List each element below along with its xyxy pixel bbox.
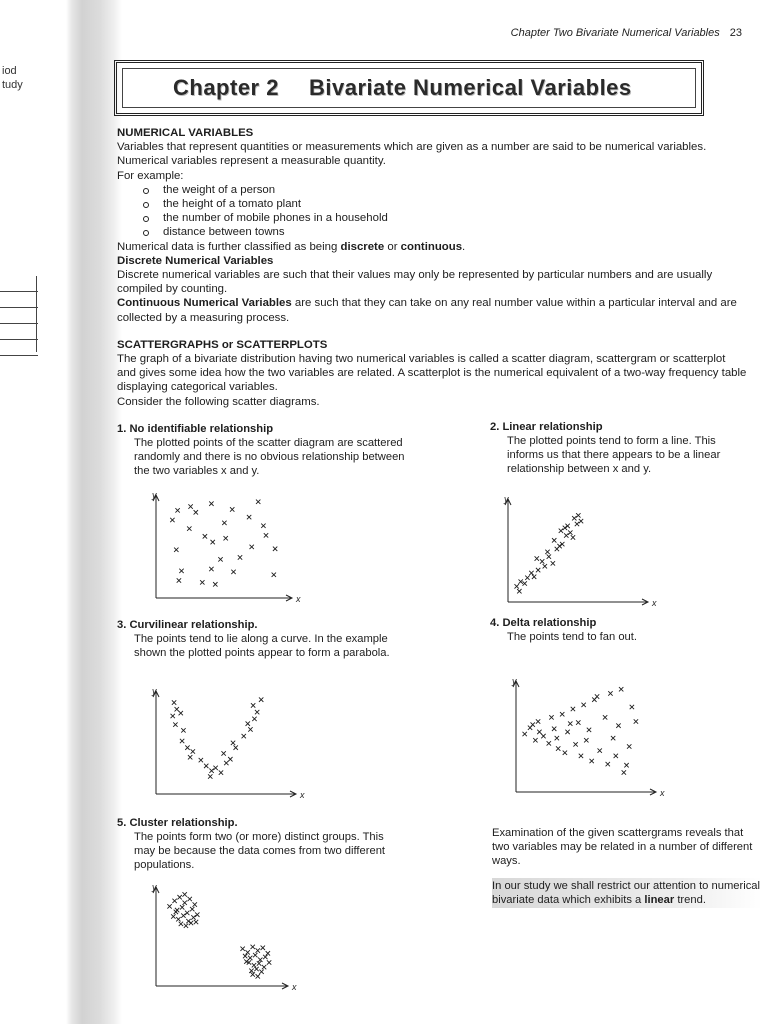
data-point <box>589 759 593 763</box>
section-heading-scatter: SCATTERGRAPHS or SCATTERPLOTS <box>117 338 328 351</box>
data-point <box>529 571 533 575</box>
y-axis-label: y <box>512 676 517 686</box>
data-point <box>228 757 232 761</box>
discrete-text: Discrete numerical variables are such that their values may only be represented by particular numbers and are usually compiled by counting. <box>117 269 713 296</box>
data-point <box>176 917 180 921</box>
data-point <box>185 911 189 915</box>
x-axis-label: x <box>300 790 305 800</box>
data-point <box>213 766 217 770</box>
data-point <box>584 738 588 742</box>
data-point <box>273 547 277 551</box>
data-point <box>248 727 252 731</box>
data-point <box>234 745 238 749</box>
data-point <box>263 955 267 959</box>
data-point <box>209 501 213 505</box>
data-point <box>256 500 260 504</box>
data-point <box>259 970 263 974</box>
data-point <box>191 749 195 753</box>
data-point <box>251 972 255 976</box>
data-point <box>224 536 228 540</box>
data-point <box>242 734 246 738</box>
data-point <box>261 946 265 950</box>
data-point <box>551 561 555 565</box>
data-point <box>525 576 529 580</box>
margin-note-line-1: iod <box>2 65 17 77</box>
item-title: 4. Delta relationship <box>490 617 597 629</box>
data-point <box>559 529 563 533</box>
data-point <box>177 578 181 582</box>
data-point <box>565 524 569 528</box>
data-point <box>179 569 183 573</box>
data-point <box>224 761 228 765</box>
data-point <box>563 526 567 530</box>
data-point <box>519 579 523 583</box>
scatter-intro: The graph of a bivariate distribution having two numerical variables is called a scatter diagram, scattergram or scatterplot and gives some idea how the two variables are related. A scatterplot is the numerical equivalent of a two-way frequency table displaying categorical variables. <box>117 353 747 394</box>
list-item: the weight of a person <box>117 183 747 197</box>
data-point <box>557 544 561 548</box>
scatter-plot-linear <box>500 494 656 612</box>
conclusion <box>492 826 762 908</box>
classified-sentence: Numerical data is further classified as being discrete or continuous. <box>117 240 466 253</box>
data-point <box>182 901 186 905</box>
item-title: 5. Cluster relationship. <box>117 817 238 829</box>
page-gutter-shadow <box>0 0 122 1024</box>
list-item: distance between towns <box>117 225 747 239</box>
data-point <box>531 722 535 726</box>
data-point <box>251 703 255 707</box>
data-point <box>246 721 250 725</box>
restrict-note: In our study we shall restrict our attention to numerical bivariate data which exhibits a linear trend. <box>492 880 761 906</box>
data-point <box>179 922 183 926</box>
chapter-title-box <box>114 60 704 116</box>
data-point <box>203 534 207 538</box>
y-axis-label: y <box>152 490 157 500</box>
y-axis-label: y <box>152 686 157 696</box>
data-point <box>255 710 259 714</box>
section-heading-numerical: NUMERICAL VARIABLES <box>117 127 254 139</box>
data-point <box>581 703 585 707</box>
data-point <box>622 770 626 774</box>
data-point <box>560 712 564 716</box>
data-point <box>267 960 271 964</box>
chapter-name: Bivariate Numerical Variables <box>308 75 632 100</box>
item-cluster <box>117 816 407 872</box>
data-point <box>249 969 253 973</box>
data-point <box>253 953 257 957</box>
item-curvilinear <box>117 618 397 660</box>
data-point <box>579 519 583 523</box>
data-point <box>175 508 179 512</box>
example-list <box>117 183 747 240</box>
data-point <box>616 723 620 727</box>
numerical-intro: Variables that represent quantities or measurements which are given as a number are said to be numerical variables. Numerical variables represent a measurable quantity. <box>117 141 707 168</box>
item-desc: The points form two (or more) distinct groups. This may be because the data comes from two different populations. <box>134 831 386 871</box>
data-point <box>563 751 567 755</box>
running-head-title: Chapter Two Bivariate Numerical Variables <box>510 27 720 39</box>
data-point <box>172 899 176 903</box>
data-point <box>204 764 208 768</box>
data-point <box>171 714 175 718</box>
item-title: 2. Linear relationship <box>490 421 603 433</box>
data-point <box>175 707 179 711</box>
data-point <box>251 945 255 949</box>
data-point <box>266 951 270 955</box>
data-point <box>535 556 539 560</box>
running-head <box>511 27 742 39</box>
data-point <box>258 958 262 962</box>
data-point <box>218 557 222 561</box>
data-point <box>194 510 198 514</box>
data-point <box>167 904 171 908</box>
data-point <box>186 919 190 923</box>
data-point <box>208 774 212 778</box>
item-linear <box>490 420 752 476</box>
item-title: 3. Curvilinear relationship. <box>117 619 258 631</box>
x-axis-label: x <box>292 982 297 992</box>
data-point <box>171 914 175 918</box>
x-axis-label: x <box>296 594 301 604</box>
data-point <box>555 736 559 740</box>
data-point <box>181 913 185 917</box>
data-point <box>231 741 235 745</box>
data-point <box>211 540 215 544</box>
margin-note <box>2 64 23 92</box>
data-point <box>188 897 192 901</box>
list-item: the height of a tomato plant <box>117 197 747 211</box>
data-point <box>209 769 213 773</box>
data-point <box>547 554 551 558</box>
data-point <box>188 504 192 508</box>
data-point <box>630 705 634 709</box>
data-point <box>219 770 223 774</box>
data-point <box>532 575 536 579</box>
data-point <box>573 742 577 746</box>
data-point <box>603 715 607 719</box>
data-point <box>221 751 225 755</box>
y-axis-label: y <box>504 494 509 504</box>
data-point <box>523 581 527 585</box>
data-point <box>174 548 178 552</box>
data-point <box>608 691 612 695</box>
data-point <box>179 711 183 715</box>
data-point <box>190 907 194 911</box>
discrete-heading: Discrete Numerical Variables <box>117 254 274 267</box>
data-point <box>568 530 572 534</box>
data-point <box>209 567 213 571</box>
x-axis-label: x <box>652 598 657 608</box>
data-point <box>252 963 256 967</box>
data-point <box>189 921 193 925</box>
data-point <box>245 950 249 954</box>
data-point <box>199 758 203 762</box>
data-point <box>247 515 251 519</box>
margin-tick-lines <box>0 276 38 358</box>
continuous-text: Continuous Numerical Variables are such that they can take on any real number value within a particular interval and are collected by a measuring process. <box>117 297 737 324</box>
margin-note-line-2: tudy <box>2 79 23 91</box>
y-axis-label: y <box>152 882 157 892</box>
data-point <box>231 570 235 574</box>
data-point <box>250 545 254 549</box>
data-point <box>565 730 569 734</box>
data-point <box>187 526 191 530</box>
data-point <box>170 518 174 522</box>
data-point <box>230 507 234 511</box>
data-point <box>541 734 545 738</box>
data-point <box>543 564 547 568</box>
data-point <box>252 717 256 721</box>
data-point <box>194 920 198 924</box>
data-point <box>568 721 572 725</box>
data-point <box>259 697 263 701</box>
x-axis-label: x <box>660 788 665 798</box>
scatter-plot-cluster <box>148 882 296 996</box>
item-no-relationship <box>117 422 417 478</box>
scatter-plot-no-relationship <box>148 490 300 608</box>
data-point <box>191 915 195 919</box>
data-point <box>188 755 192 759</box>
data-point <box>262 965 266 969</box>
data-point <box>261 524 265 528</box>
data-point <box>200 580 204 584</box>
data-point <box>537 730 541 734</box>
item-desc: The plotted points of the scatter diagram are scattered randomly and there is no obvious relationship between the two variables x and y. <box>134 437 405 477</box>
data-point <box>540 559 544 563</box>
conclusion-text: Examination of the given scattergrams reveals that two variables may be related in a number of different ways. <box>492 827 753 867</box>
data-point <box>587 728 591 732</box>
data-point <box>549 715 553 719</box>
chapter-number: Chapter 2 <box>173 75 279 100</box>
data-point <box>173 722 177 726</box>
data-point <box>575 522 579 526</box>
data-point <box>256 974 260 978</box>
scatter-plot-curvilinear <box>148 686 304 804</box>
data-point <box>195 912 199 916</box>
data-point <box>243 954 247 958</box>
data-point <box>222 521 226 525</box>
item-desc: The points tend to fan out. <box>507 631 637 643</box>
data-point <box>556 746 560 750</box>
data-point <box>547 741 551 745</box>
data-point <box>174 910 178 914</box>
data-point <box>598 748 602 752</box>
data-point <box>514 584 518 588</box>
data-point <box>624 763 628 767</box>
data-point <box>240 947 244 951</box>
scatter-consider: Consider the following scatter diagrams. <box>117 395 320 408</box>
data-point <box>536 568 540 572</box>
data-point <box>182 892 186 896</box>
data-point <box>576 513 580 517</box>
data-point <box>545 550 549 554</box>
data-point <box>576 720 580 724</box>
data-point <box>627 744 631 748</box>
data-point <box>536 719 540 723</box>
data-point <box>619 687 623 691</box>
data-point <box>172 700 176 704</box>
data-point <box>184 924 188 928</box>
data-point <box>177 895 181 899</box>
data-point <box>185 745 189 749</box>
data-point <box>272 573 276 577</box>
data-point <box>180 739 184 743</box>
data-point <box>213 582 217 586</box>
data-point <box>571 535 575 539</box>
body-text <box>117 126 747 409</box>
data-point <box>606 762 610 766</box>
chapter-title <box>173 75 632 101</box>
item-desc: The plotted points tend to form a line. This informs us that there appears to be a linear relationship between x and y. <box>507 435 721 475</box>
data-point <box>572 516 576 520</box>
page-number: 23 <box>729 27 742 39</box>
item-desc: The points tend to lie along a curve. In the example shown the plotted points appear to form a parabola. <box>134 633 390 659</box>
item-delta <box>490 616 752 644</box>
data-point <box>564 533 568 537</box>
data-point <box>522 732 526 736</box>
data-point <box>579 754 583 758</box>
data-point <box>256 948 260 952</box>
data-point <box>254 967 258 971</box>
data-point <box>634 719 638 723</box>
data-point <box>611 736 615 740</box>
data-point <box>193 902 197 906</box>
data-point <box>238 555 242 559</box>
data-point <box>552 538 556 542</box>
data-point <box>257 961 261 965</box>
data-point <box>264 533 268 537</box>
list-item: the number of mobile phones in a household <box>117 211 747 225</box>
data-point <box>180 905 184 909</box>
data-point <box>552 727 556 731</box>
data-point <box>533 738 537 742</box>
data-point <box>560 542 564 546</box>
data-point <box>517 589 521 593</box>
data-point <box>181 728 185 732</box>
scatter-plot-delta <box>508 676 664 802</box>
data-point <box>571 707 575 711</box>
data-point <box>614 754 618 758</box>
data-point <box>595 694 599 698</box>
example-label: For example: <box>117 169 184 182</box>
item-title: 1. No identifiable relationship <box>117 423 274 435</box>
